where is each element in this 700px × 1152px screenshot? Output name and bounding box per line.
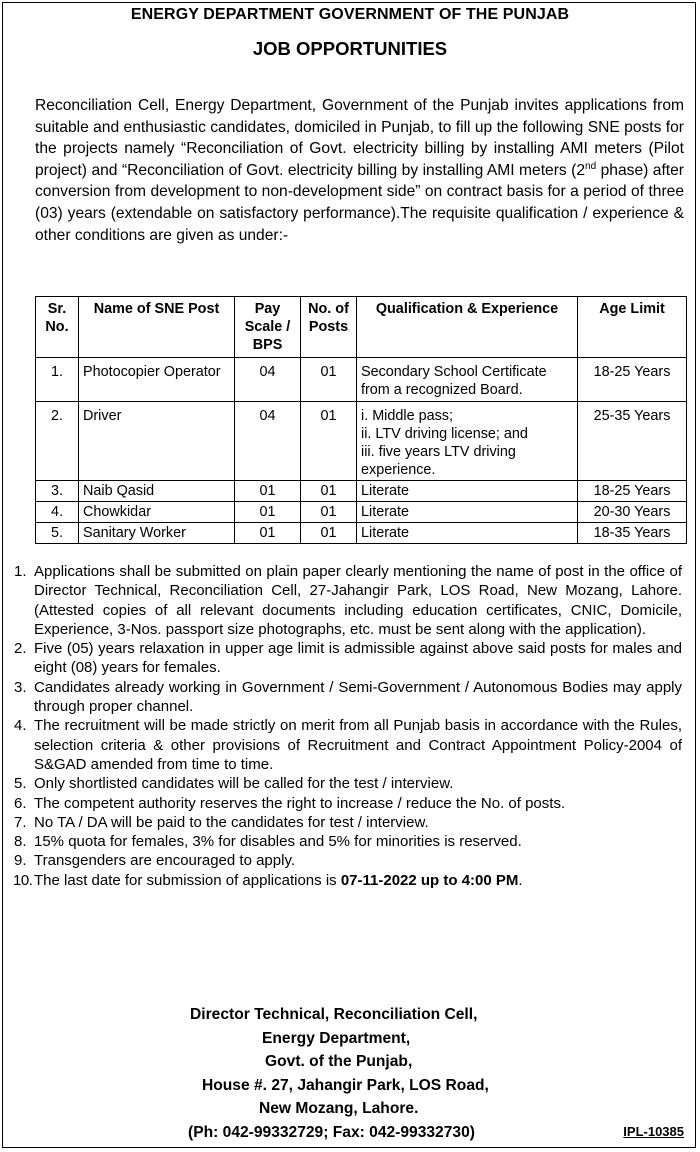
cell-qualification <box>357 402 578 481</box>
header-sr-no: Sr. No. <box>36 297 79 358</box>
header-qualification: Qualification & Experience <box>357 297 578 358</box>
header-post-name: Name of SNE Post <box>79 297 235 358</box>
condition-number: 7. <box>14 813 27 831</box>
condition-text: No TA / DA will be paid to the candidates for test / interview. <box>34 813 429 831</box>
cell-qualification: Literate <box>357 523 578 544</box>
header-pay-scale: Pay Scale / BPS <box>235 297 301 358</box>
cell-pay-scale: 01 <box>235 502 301 523</box>
cell-age-limit: 18-25 Years <box>578 358 687 402</box>
cell-posts: 01 <box>301 481 357 502</box>
condition-item <box>14 871 682 890</box>
cell-pay-scale: 04 <box>235 402 301 481</box>
address-line: (Ph: 042-99332729; Fax: 042-99332730) <box>188 1123 475 1141</box>
condition-item <box>14 832 682 851</box>
conditions-list <box>14 562 682 890</box>
condition-item <box>14 794 682 813</box>
cell-pay-scale: 04 <box>235 358 301 402</box>
condition-text: Only shortlisted candidates will be called for the test / interview. <box>34 775 454 793</box>
cell-post-name: Photocopier Operator <box>79 358 235 402</box>
cell-sr: 2. <box>36 402 79 481</box>
condition-text: Transgenders are encouraged to apply. <box>34 852 295 870</box>
qualification-line: ii. LTV driving license; and <box>361 426 528 442</box>
condition-number: 8. <box>14 833 27 851</box>
cell-qualification: Secondary School Certificate from a recognized Board. <box>357 358 578 402</box>
cell-post-name: Driver <box>79 402 235 481</box>
cell-sr: 1. <box>36 358 79 402</box>
header-age-limit: Age Limit <box>578 297 687 358</box>
condition-number: 10. <box>13 871 33 889</box>
posts-table <box>35 296 687 544</box>
cell-sr: 5. <box>36 523 79 544</box>
cell-age-limit: 20-30 Years <box>578 502 687 523</box>
condition-number: 1. <box>14 563 27 580</box>
cell-posts: 01 <box>301 502 357 523</box>
condition-number: 2. <box>14 640 27 658</box>
cell-qualification: Literate <box>357 502 578 523</box>
cell-sr: 3. <box>36 481 79 502</box>
cell-age-limit: 18-35 Years <box>578 523 687 544</box>
address-line: New Mozang, Lahore. <box>259 1100 419 1117</box>
condition-number: 6. <box>14 794 27 812</box>
intro-paragraph <box>35 95 684 246</box>
table-row <box>36 502 687 523</box>
condition-text-tail: . <box>518 871 523 889</box>
condition-item <box>14 639 682 678</box>
intro-superscript: nd <box>585 160 597 172</box>
condition-text: The recruitment will be made strictly on merit from all Punjab basis in accordance with the Rules, selection criteria & other provisions of Recruitment and Contract Appointment Policy-2004 of S&GAD amended from time to time. <box>34 717 682 773</box>
condition-item <box>14 562 682 639</box>
table-row <box>36 402 687 481</box>
condition-number: 4. <box>14 717 27 735</box>
cell-posts: 01 <box>301 523 357 544</box>
condition-text: Five (05) years relaxation in upper age limit is admissible against above said posts for males and eight (08) years for females. <box>34 640 682 677</box>
condition-item <box>14 678 682 717</box>
address-line: Govt. of the Punjab, <box>265 1053 413 1070</box>
condition-number: 5. <box>14 775 27 793</box>
table-row <box>36 358 687 402</box>
header-no-of-posts: No. of Posts <box>301 297 357 358</box>
table-header-row <box>36 297 687 358</box>
cell-posts: 01 <box>301 402 357 481</box>
cell-post-name: Naib Qasid <box>79 481 235 502</box>
condition-item <box>14 813 682 832</box>
table-row <box>36 481 687 502</box>
department-heading: ENERGY DEPARTMENT GOVERNMENT OF THE PUNJAB <box>130 6 570 23</box>
condition-text: Candidates already working in Government / Semi-Government / Autonomous Bodies may apply through proper channel. <box>34 678 682 716</box>
cell-qualification: Literate <box>357 481 578 502</box>
cell-sr: 4. <box>36 502 79 523</box>
deadline-text: 07-11-2022 up to 4:00 PM <box>340 871 519 889</box>
condition-text: The competent authority reserves the right to increase / reduce the No. of posts. <box>34 794 566 812</box>
cell-pay-scale: 01 <box>235 523 301 544</box>
reference-code: IPL-10385 <box>623 1124 684 1139</box>
condition-text: 15% quota for females, 3% for disables and 5% for minorities is reserved. <box>34 833 522 851</box>
page-title: JOB OPPORTUNITIES <box>252 38 448 59</box>
cell-pay-scale: 01 <box>235 481 301 502</box>
intro-text-part2: phase) after conversion from development to non-development side” on contract basis for a period of three (03) years (extendable on satisfactory performance).The requisite qualification / experience & other conditions are given as under:- <box>35 161 684 244</box>
table-row <box>36 523 687 544</box>
address-line: Energy Department, <box>262 1029 411 1047</box>
condition-item <box>14 774 682 793</box>
qualification-line: i. Middle pass; <box>361 408 453 424</box>
cell-posts: 01 <box>301 358 357 402</box>
cell-age-limit: 25-35 Years <box>578 402 687 481</box>
cell-post-name: Chowkidar <box>79 502 235 523</box>
address-line: Director Technical, Reconciliation Cell, <box>190 1006 478 1023</box>
intro-text-part1: Reconciliation Cell, Energy Department, Government of the Punjab invites applications from suitable and enthusiastic candidates, domiciled in Punjab, to fill up the following SNE posts for the projects namely “Reconciliation of Govt. electricity billing by installing AMI meters (Pilot project) and “Reconciliation of Govt. electricity billing by installing AMI meters (2 <box>35 97 684 179</box>
qualification-line: iii. five years LTV driving experience. <box>361 444 516 478</box>
cell-post-name: Sanitary Worker <box>79 523 235 544</box>
condition-item <box>14 716 682 774</box>
address-line: House #. 27, Jahangir Park, LOS Road, <box>202 1076 489 1094</box>
condition-number: 3. <box>14 678 27 696</box>
condition-item <box>14 851 682 870</box>
condition-text: Applications shall be submitted on plain paper clearly mentioning the name of post in the office of Director Technical, Reconciliation Cell, 27-Jahangir Park, LOS Road, New Mozang, Lahore. (Attested copies of all relevant documents including education certificates, CNIC, Domicile, Experience, 3-Nos. passport size photographs, etc. must be sent along with the application). <box>34 563 682 638</box>
condition-number: 9. <box>14 852 27 870</box>
contact-address <box>190 1003 489 1144</box>
condition-text: The last date for submission of applications is <box>34 871 341 889</box>
cell-age-limit: 18-25 Years <box>578 481 687 502</box>
